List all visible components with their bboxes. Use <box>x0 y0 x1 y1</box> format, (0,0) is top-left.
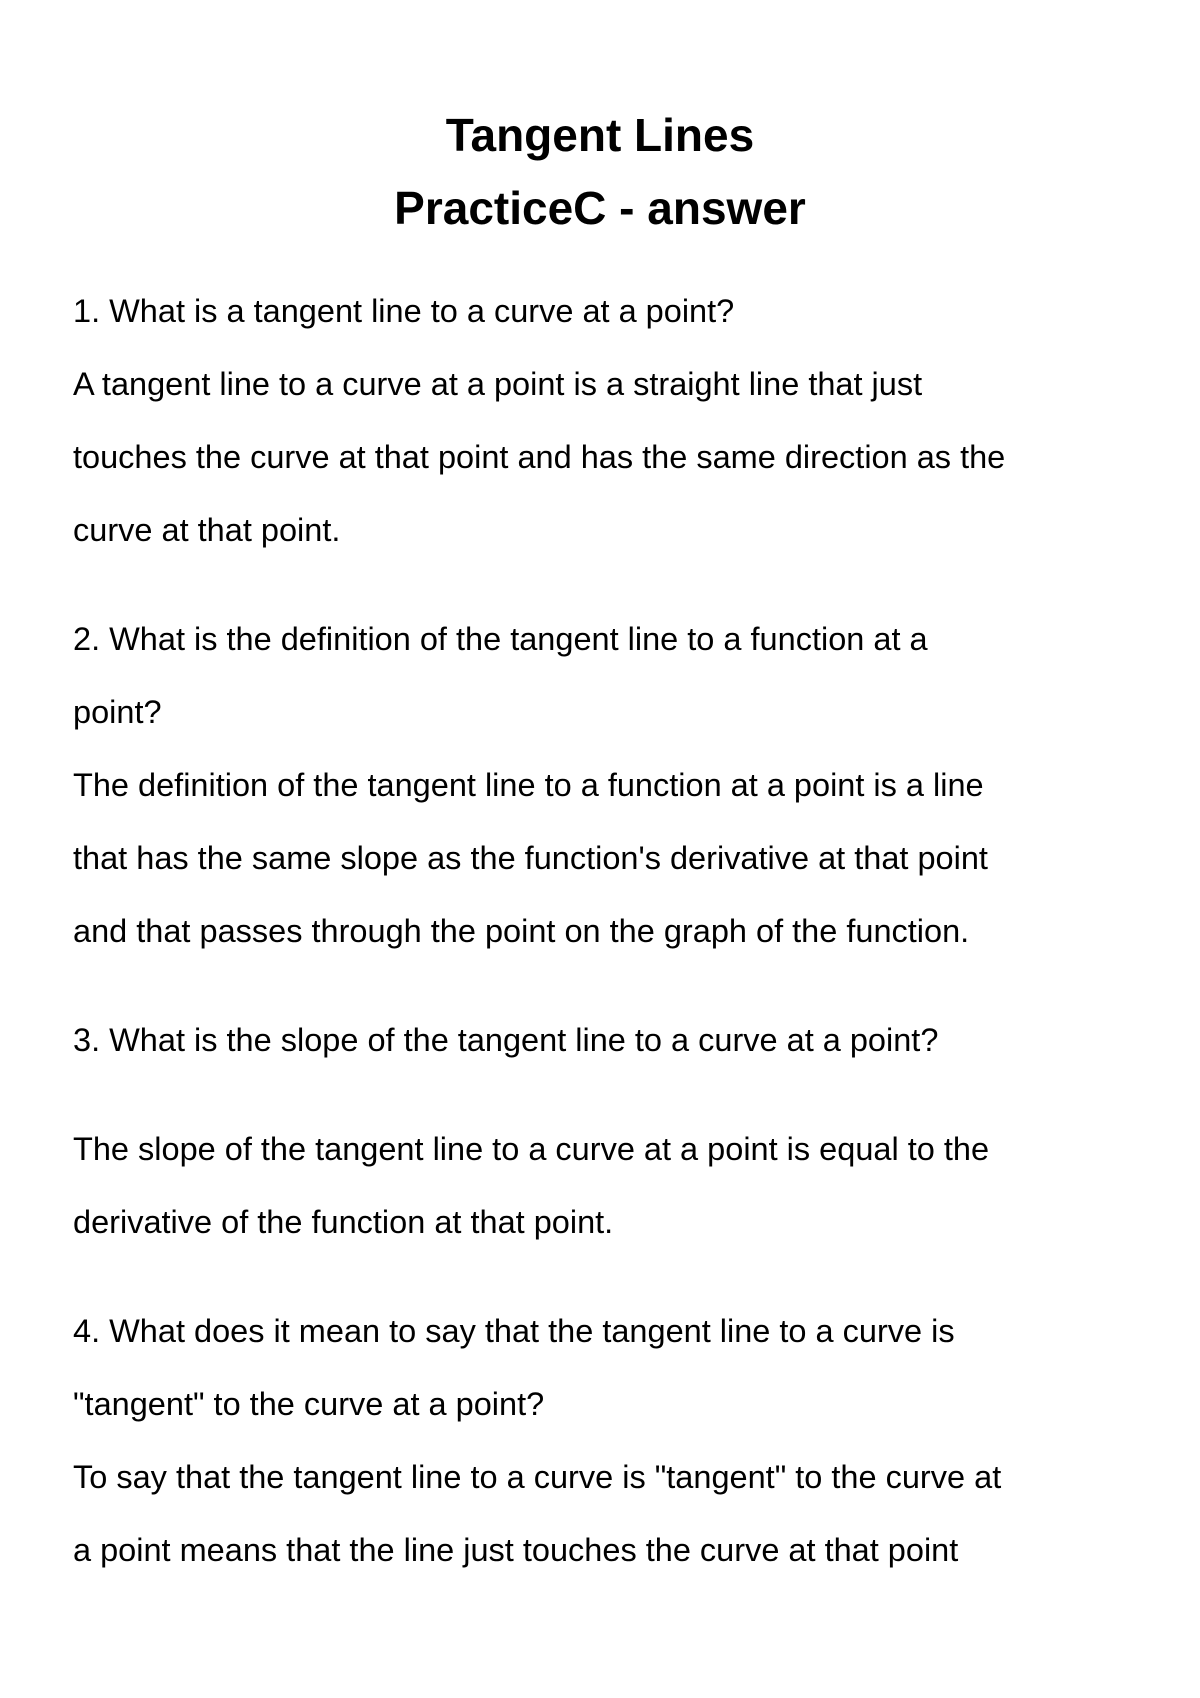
answer-2-line-1: The definition of the tangent line to a function at a point is a line <box>73 767 984 803</box>
question-4-line-2: "tangent" to the curve at a point? <box>73 1386 545 1422</box>
question-1-line-1: 1. What is a tangent line to a curve at a point? <box>73 293 735 329</box>
answer-4-line-1: To say that the tangent line to a curve is "tangent" to the curve at <box>73 1459 1002 1495</box>
answer-1-line-3: curve at that point. <box>73 512 341 548</box>
answer-2-line-3: and that passes through the point on the graph of the function. <box>73 913 970 949</box>
answer-3-line-1: The slope of the tangent line to a curve at a point is equal to the <box>73 1131 990 1167</box>
answer-2-line-2: that has the same slope as the function's derivative at that point <box>73 840 988 876</box>
page-title: Tangent Lines <box>445 109 755 161</box>
question-3-line-1: 3. What is the slope of the tangent line to a curve at a point? <box>73 1022 939 1058</box>
answer-3-line-2: derivative of the function at that point. <box>73 1204 614 1240</box>
answer-1-line-1: A tangent line to a curve at a point is a straight line that just <box>73 366 923 402</box>
question-4-line-1: 4. What does it mean to say that the tangent line to a curve is <box>73 1313 955 1349</box>
title-block <box>0 99 1200 245</box>
answer-4-line-2: a point means that the line just touches the curve at that point <box>73 1532 959 1568</box>
question-2-line-1: 2. What is the definition of the tangent line to a function at a <box>73 621 928 657</box>
page-subtitle: PracticeC - answer <box>394 182 806 234</box>
question-2-line-2: point? <box>73 694 162 730</box>
answer-1-line-2: touches the curve at that point and has the same direction as the <box>73 439 1006 475</box>
